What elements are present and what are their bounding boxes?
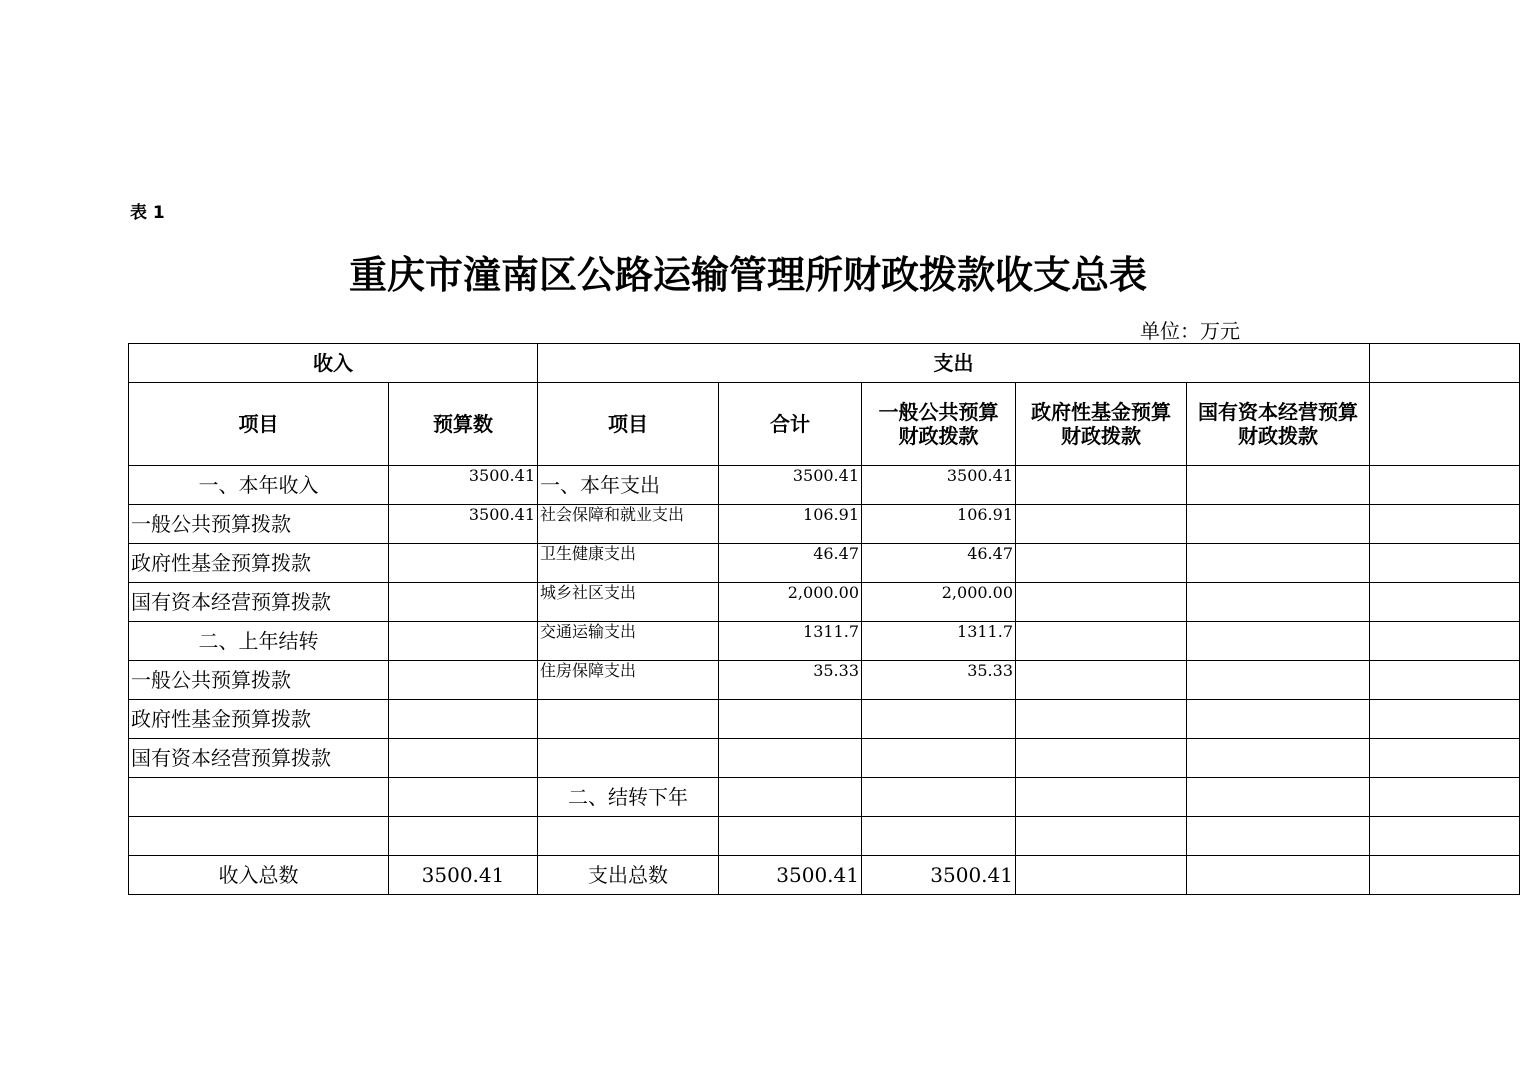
expense-general-cell	[862, 739, 1016, 778]
table-row	[129, 622, 1520, 661]
expense-general-cell: 3500.41	[862, 466, 1016, 505]
expense-general-cell	[862, 778, 1016, 817]
income-amount-cell: 3500.41	[389, 505, 538, 544]
state-capital-cell	[1187, 505, 1370, 544]
extra-cell	[1370, 817, 1520, 856]
col-header-general-budget	[862, 383, 1016, 466]
income-item-cell	[129, 778, 389, 817]
income-item-cell: 二、上年结转	[129, 622, 389, 661]
state-capital-cell	[1187, 583, 1370, 622]
expense-general-cell: 106.91	[862, 505, 1016, 544]
extra-cell	[1370, 466, 1520, 505]
fund-cell	[1016, 778, 1187, 817]
income-item-cell: 国有资本经营预算拨款	[129, 583, 389, 622]
expense-item-cell: 一、本年支出	[538, 466, 719, 505]
income-total-label: 收入总数	[129, 856, 389, 895]
fund-cell	[1016, 544, 1187, 583]
col-header-state-capital	[1187, 383, 1370, 466]
expense-item-cell: 社会保障和就业支出	[538, 505, 719, 544]
table-row	[129, 778, 1520, 817]
col-header-state-line2: 财政拨款	[1238, 424, 1318, 448]
extra-cell	[1370, 622, 1520, 661]
header-row-top	[129, 344, 1520, 383]
unit-label: 单位：万元	[1140, 319, 1240, 343]
col-header-general-line2: 财政拨款	[898, 424, 979, 448]
col-header-income-item: 项目	[129, 383, 389, 466]
income-amount-cell	[389, 817, 538, 856]
table-row	[129, 505, 1520, 544]
extra-cell	[1370, 778, 1520, 817]
income-item-cell: 一般公共预算拨款	[129, 505, 389, 544]
income-item-cell: 政府性基金预算拨款	[129, 544, 389, 583]
income-amount-cell	[389, 661, 538, 700]
expense-item-cell: 二、结转下年	[538, 778, 719, 817]
extra-cell	[1370, 583, 1520, 622]
table-row	[129, 661, 1520, 700]
expense-general-total: 3500.41	[862, 856, 1016, 895]
table-row	[129, 466, 1520, 505]
expense-total-cell	[719, 700, 862, 739]
fund-total-cell	[1016, 856, 1187, 895]
col-header-fund-budget	[1016, 383, 1187, 466]
table-row	[129, 583, 1520, 622]
col-header-fund-line1: 政府性基金预算	[1031, 400, 1171, 424]
income-amount-cell	[389, 622, 538, 661]
col-header-total: 合计	[719, 383, 862, 466]
col-header-extra	[1370, 383, 1520, 466]
expense-item-cell	[538, 700, 719, 739]
col-header-state-line1: 国有资本经营预算	[1198, 400, 1358, 424]
state-capital-cell	[1187, 739, 1370, 778]
col-header-general-line1: 一般公共预算	[878, 400, 999, 424]
income-amount-cell	[389, 544, 538, 583]
header-row-columns	[129, 383, 1520, 466]
extra-column-header	[1370, 344, 1520, 383]
expense-total-cell	[719, 778, 862, 817]
col-header-expense-item: 项目	[538, 383, 719, 466]
state-capital-cell	[1187, 661, 1370, 700]
fund-cell	[1016, 622, 1187, 661]
budget-summary-table	[128, 343, 1520, 895]
fund-cell	[1016, 466, 1187, 505]
fund-cell	[1016, 700, 1187, 739]
expense-total-cell: 46.47	[719, 544, 862, 583]
expense-total-cell: 35.33	[719, 661, 862, 700]
expense-total-cell: 1311.7	[719, 622, 862, 661]
income-amount-cell: 3500.41	[389, 466, 538, 505]
income-item-cell: 一、本年收入	[129, 466, 389, 505]
income-header: 收入	[129, 344, 538, 383]
table-row	[129, 544, 1520, 583]
state-capital-cell	[1187, 778, 1370, 817]
state-capital-cell	[1187, 622, 1370, 661]
expense-total-cell	[719, 739, 862, 778]
expense-general-cell	[862, 817, 1016, 856]
income-amount-cell	[389, 739, 538, 778]
expense-item-cell	[538, 739, 719, 778]
col-header-budget: 预算数	[389, 383, 538, 466]
extra-cell	[1370, 661, 1520, 700]
expense-total-cell: 106.91	[719, 505, 862, 544]
col-header-fund-line2: 财政拨款	[1061, 424, 1141, 448]
expense-header: 支出	[538, 344, 1370, 383]
extra-cell	[1370, 505, 1520, 544]
state-capital-cell	[1187, 817, 1370, 856]
expense-general-cell	[862, 700, 1016, 739]
document-title	[0, 244, 1520, 299]
expense-total-cell	[719, 817, 862, 856]
expense-item-cell: 交通运输支出	[538, 622, 719, 661]
expense-item-cell: 卫生健康支出	[538, 544, 719, 583]
income-item-cell: 国有资本经营预算拨款	[129, 739, 389, 778]
income-amount-cell	[389, 778, 538, 817]
expense-total-label: 支出总数	[538, 856, 719, 895]
fund-cell	[1016, 583, 1187, 622]
state-capital-cell	[1187, 466, 1370, 505]
fund-cell	[1016, 817, 1187, 856]
expense-general-cell: 35.33	[862, 661, 1016, 700]
table-row	[129, 700, 1520, 739]
totals-row	[129, 856, 1520, 895]
expense-general-cell: 46.47	[862, 544, 1016, 583]
table-row	[129, 817, 1520, 856]
income-item-cell: 政府性基金预算拨款	[129, 700, 389, 739]
state-capital-total-cell	[1187, 856, 1370, 895]
fund-cell	[1016, 661, 1187, 700]
income-amount-cell	[389, 700, 538, 739]
expense-general-cell: 2,000.00	[862, 583, 1016, 622]
fund-cell	[1016, 739, 1187, 778]
state-capital-cell	[1187, 700, 1370, 739]
expense-item-cell	[538, 817, 719, 856]
title-text: 重庆市潼南区公路运输管理所财政拨款收支总表	[348, 253, 1147, 297]
expense-general-cell: 1311.7	[862, 622, 1016, 661]
fund-cell	[1016, 505, 1187, 544]
income-amount-cell	[389, 583, 538, 622]
state-capital-cell	[1187, 544, 1370, 583]
income-item-cell	[129, 817, 389, 856]
extra-cell	[1370, 544, 1520, 583]
expense-item-cell: 住房保障支出	[538, 661, 719, 700]
income-item-cell: 一般公共预算拨款	[129, 661, 389, 700]
extra-cell	[1370, 700, 1520, 739]
table-row	[129, 739, 1520, 778]
expense-total-cell: 2,000.00	[719, 583, 862, 622]
table-number: 表 1	[130, 203, 165, 223]
extra-total-cell	[1370, 856, 1520, 895]
extra-cell	[1370, 739, 1520, 778]
income-total-amount: 3500.41	[389, 856, 538, 895]
expense-item-cell: 城乡社区支出	[538, 583, 719, 622]
expense-total-cell: 3500.41	[719, 466, 862, 505]
expense-total-amount: 3500.41	[719, 856, 862, 895]
